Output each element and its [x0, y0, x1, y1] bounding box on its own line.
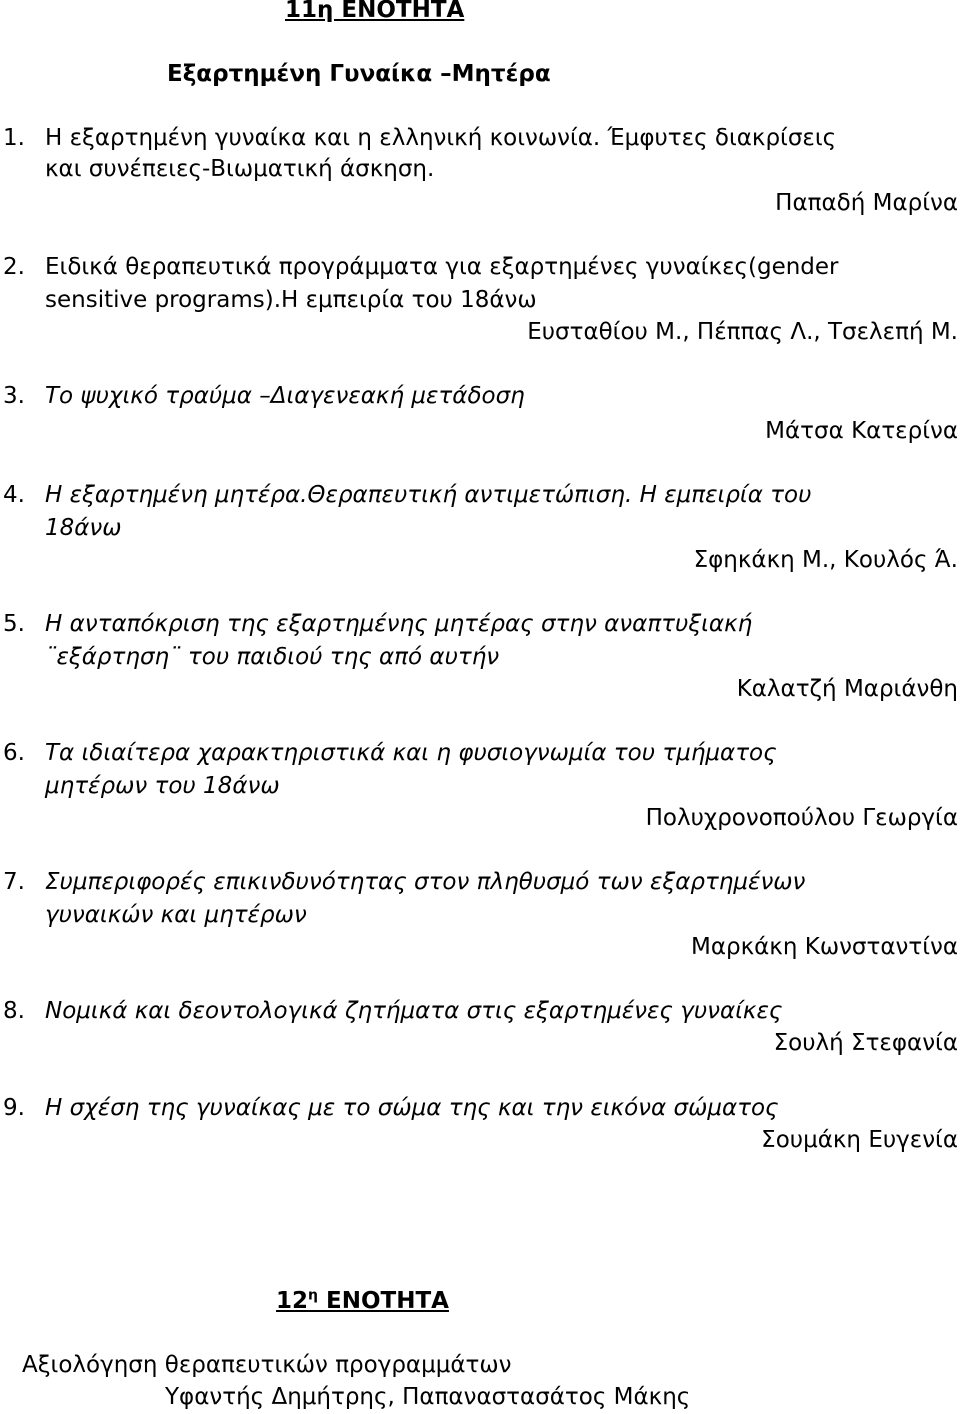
item-author: Σουμάκη Ευγενία — [761, 1127, 958, 1153]
item-number: 8. — [3, 998, 25, 1024]
item-title-line: Συμπεριφορές επικινδυνότητας στον πληθυσμό των εξαρτημένων — [45, 869, 806, 895]
item-title-line: γυναικών και μητέρων — [45, 902, 307, 928]
section-12-heading-number: 12 — [276, 1288, 309, 1314]
item-author: Παπαδή Μαρίνα — [775, 190, 958, 216]
item-number: 1. — [3, 125, 25, 151]
item-title-line: ¨εξάρτηση¨ του παιδιού της από αυτήν — [45, 644, 500, 670]
item-title-line: μητέρων του 18άνω — [45, 773, 280, 799]
item-number: 6. — [3, 740, 25, 766]
section-12-heading-sup: η — [308, 1287, 318, 1304]
item-number: 2. — [3, 254, 25, 280]
section-12-heading-word: ΕΝΟΤΗΤΑ — [326, 1288, 449, 1314]
item-author: Ευσταθίου Μ., Πέππας Λ., Τσελεπή Μ. — [527, 319, 958, 345]
item-title-line: και συνέπειες-Βιωματική άσκηση. — [45, 156, 435, 182]
item-number: 3. — [3, 383, 25, 409]
section-12-title: Αξιολόγηση θεραπευτικών προγραμμάτων — [22, 1352, 512, 1378]
item-number: 7. — [3, 869, 25, 895]
item-author: Σουλή Στεφανία — [773, 1030, 958, 1056]
item-title-line: Ειδικά θεραπευτικά προγράμματα για εξαρτημένες γυναίκες(gender — [45, 254, 839, 280]
item-author: Μάτσα Κατερίνα — [765, 418, 958, 444]
item-title-line: Η εξαρτημένη γυναίκα και η ελληνική κοινωνία. Έμφυτες διακρίσεις — [45, 125, 837, 151]
item-author: Σφηκάκη Μ., Κουλός Ά. — [693, 547, 958, 573]
item-author: Καλατζή Μαριάνθη — [736, 676, 958, 702]
section-11-subtitle: Εξαρτημένη Γυναίκα –Μητέρα — [167, 61, 551, 87]
item-number: 4. — [3, 482, 25, 508]
item-title-line: Η ανταπόκριση της εξαρτημένης μητέρας στην αναπτυξιακή — [45, 611, 753, 637]
item-number: 9. — [3, 1095, 25, 1121]
item-title-line: sensitive programs).Η εμπειρία του 18άνω — [45, 287, 537, 313]
item-title-line: Το ψυχικό τραύμα –Διαγενεακή μετάδοση — [45, 383, 525, 409]
item-title-line: Η σχέση της γυναίκας με το σώμα της και την εικόνα σώματος — [45, 1095, 779, 1121]
section-12-heading — [276, 1287, 449, 1315]
item-author: Πολυχρονοπούλου Γεωργία — [645, 805, 958, 831]
item-title-line: 18άνω — [45, 515, 122, 541]
item-title-line: Τα ιδιαίτερα χαρακτηριστικά και η φυσιογνωμία του τμήματος — [45, 740, 777, 766]
item-number: 5. — [3, 611, 25, 637]
section-11-heading: 11η ΕΝΟΤΗΤΑ — [285, 0, 465, 23]
section-12-authors: Υφαντής Δημήτρης, Παπαναστασάτος Μάκης — [165, 1384, 691, 1410]
item-author: Μαρκάκη Κωνσταντίνα — [690, 934, 958, 960]
item-title-line: Η εξαρτημένη μητέρα.Θεραπευτική αντιμετώπιση. Η εμπειρία του — [45, 482, 812, 508]
item-title-line: Νομικά και δεοντολογικά ζητήματα στις εξαρτημένες γυναίκες — [45, 998, 783, 1024]
